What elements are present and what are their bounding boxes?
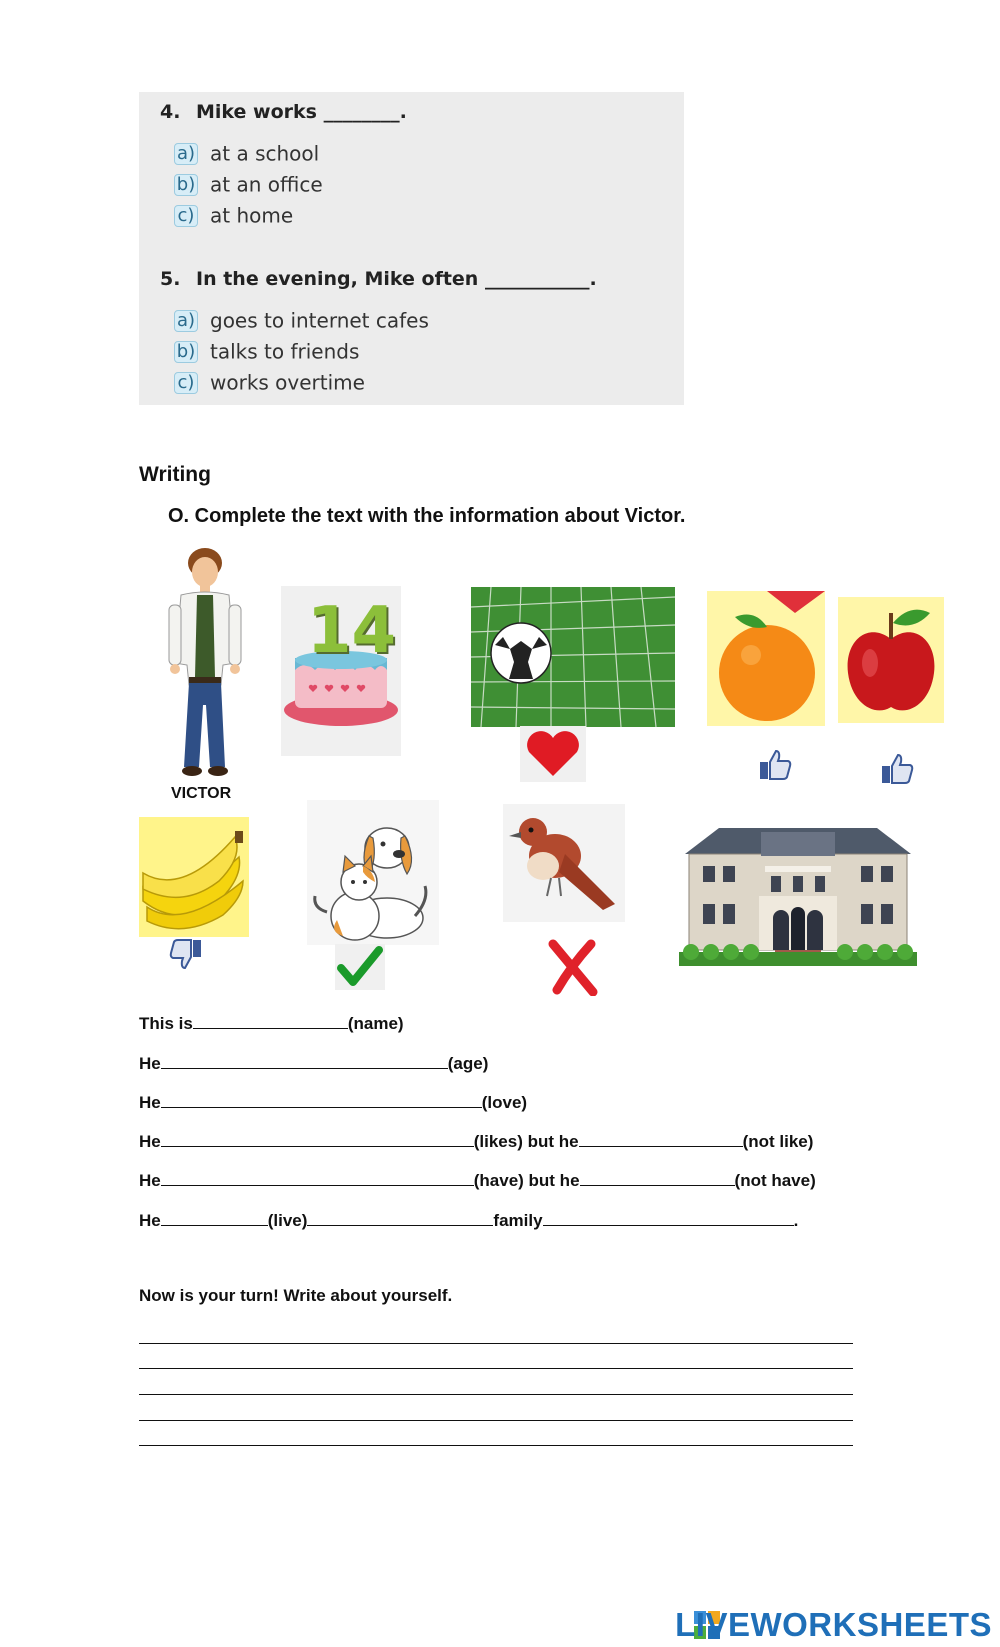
- blank-family[interactable]: [543, 1209, 794, 1226]
- victor-label: VICTOR: [171, 785, 232, 802]
- bird-picture: [503, 804, 625, 922]
- option-4a[interactable]: a) at a school: [174, 139, 319, 165]
- blank-not-like[interactable]: [579, 1130, 743, 1147]
- blank-live[interactable]: [161, 1209, 268, 1226]
- checkmark-icon: [335, 944, 385, 990]
- option-letter-badge: c): [174, 205, 198, 227]
- option-4c[interactable]: c) at home: [174, 201, 293, 227]
- option-5b[interactable]: b) talks to friends: [174, 337, 359, 363]
- writing-line[interactable]: [139, 1343, 853, 1344]
- option-letter-badge: b): [174, 341, 198, 363]
- big-house-picture: [679, 820, 917, 975]
- writing-line[interactable]: [139, 1394, 853, 1395]
- brand-name: LIVEWORKSHEETS: [675, 1606, 992, 1643]
- apple-fruit-picture: [838, 597, 944, 723]
- writing-line[interactable]: [139, 1368, 853, 1369]
- thumbs-down-icon: [168, 937, 204, 971]
- heart-love-icon: [520, 726, 586, 782]
- blank-love[interactable]: [161, 1091, 482, 1108]
- thumbs-up-icon: [757, 748, 793, 782]
- option-5a[interactable]: a) goes to internet cafes: [174, 306, 429, 332]
- sentence-age: He (age): [139, 1054, 489, 1073]
- dog-and-cat-picture: [307, 800, 439, 945]
- sentence-live: He (live) family .: [139, 1211, 799, 1230]
- option-5c[interactable]: c) works overtime: [174, 368, 365, 394]
- question-5: 5. In the evening, Mike often ___________.: [160, 268, 597, 290]
- sentence-name: This is (name): [139, 1014, 404, 1033]
- blank-name[interactable]: [193, 1012, 348, 1029]
- victor-boy-picture: [163, 545, 245, 785]
- section-heading: Writing: [139, 463, 211, 486]
- blank-have[interactable]: [161, 1169, 474, 1186]
- question-4: 4. Mike works ________.: [160, 101, 407, 123]
- write-yourself-prompt: Now is your turn! Write about yourself.: [139, 1286, 453, 1305]
- option-letter-badge: a): [174, 310, 198, 332]
- orange-fruit-picture: [707, 591, 825, 726]
- soccer-goal-picture: [471, 587, 675, 727]
- quiz-box: [139, 92, 684, 405]
- task-instruction: O. Complete the text with the information about Victor.: [168, 505, 686, 527]
- writing-line[interactable]: [139, 1420, 853, 1421]
- cross-x-icon: [543, 938, 603, 996]
- option-4b[interactable]: b) at an office: [174, 170, 323, 196]
- sentence-likes: He (likes) but he (not like): [139, 1132, 814, 1151]
- option-letter-badge: a): [174, 143, 198, 165]
- option-letter-badge: c): [174, 372, 198, 394]
- blank-live-where[interactable]: [307, 1209, 493, 1226]
- writing-line[interactable]: [139, 1445, 853, 1446]
- option-letter-badge: b): [174, 174, 198, 196]
- blank-age[interactable]: [161, 1052, 448, 1069]
- cake-number: 14: [307, 594, 397, 668]
- sentence-have: He (have) but he (not have): [139, 1171, 816, 1190]
- sentence-love: He (love): [139, 1093, 528, 1112]
- blank-not-have[interactable]: [580, 1169, 735, 1186]
- banana-picture: [139, 817, 249, 937]
- birthday-cake-picture: [281, 586, 401, 756]
- thumbs-up-icon: [879, 752, 915, 786]
- blank-likes[interactable]: [161, 1130, 474, 1147]
